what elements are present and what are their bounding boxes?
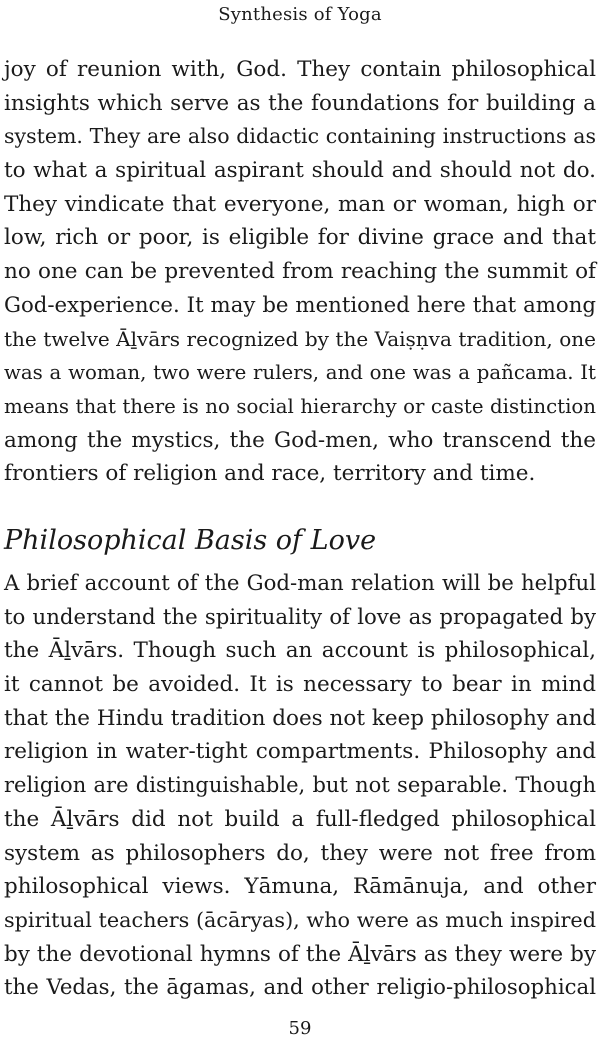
text-line: They vindicate that everyone, man or woman, high or bbox=[4, 191, 596, 217]
running-head: Synthesis of Yoga bbox=[218, 4, 382, 25]
text-line: the Vedas, the āgamas, and other religio-philosophical bbox=[4, 975, 596, 1001]
text-line: religion in water-tight compartments. Philosophy and bbox=[4, 739, 596, 765]
text-line: joy of reunion with, God. They contain philosophical bbox=[4, 57, 596, 82]
text-line: no one can be prevented from reaching the summit of bbox=[4, 259, 596, 285]
text-line: was a woman, two were rulers, and one was a pañcama. It bbox=[4, 361, 596, 385]
text-line: the Āḻvārs. Though such an account is philosophical, bbox=[4, 638, 596, 664]
text-line: the twelve Āḻvārs recognized by the Vaiṣṇva tradition, one bbox=[4, 326, 596, 351]
text-line: low, rich or poor, is eligible for divine grace and that bbox=[4, 225, 596, 251]
text-line: frontiers of religion and race, territory and time. bbox=[4, 461, 536, 487]
text-line: system as philosophers do, they were not free from bbox=[4, 840, 596, 866]
paragraph-1 bbox=[4, 53, 596, 491]
text-line: philosophical views. Yāmuna, Rāmānuja, and other bbox=[4, 874, 596, 900]
section-heading: Philosophical Basis of Love bbox=[4, 525, 377, 556]
text-line: by the devotional hymns of the Āḻvārs as they were by bbox=[4, 941, 596, 967]
text-line: it cannot be avoided. It is necessary to bear in mind bbox=[4, 672, 596, 698]
page-number: 59 bbox=[288, 1018, 312, 1039]
paragraph-2 bbox=[4, 567, 596, 1005]
text-line: A brief account of the God-man relation will be helpful bbox=[4, 571, 596, 596]
text-line: insights which serve as the foundations for building a bbox=[4, 90, 596, 116]
text-line: that the Hindu tradition does not keep philosophy and bbox=[4, 705, 597, 731]
text-line: spiritual teachers (ācāryas), who were as much inspired bbox=[4, 907, 596, 932]
text-line: to understand the spirituality of love as propagated by bbox=[4, 604, 596, 630]
text-line: God-experience. It may be mentioned here that among bbox=[4, 292, 596, 318]
text-line: means that there is no social hierarchy or caste distinction bbox=[4, 394, 596, 418]
text-line: religion are distinguishable, but not separable. Though bbox=[4, 773, 596, 798]
text-line: system. They are also didactic containing instructions as bbox=[4, 124, 596, 149]
text-line: the Āḻvārs did not build a full-fledged philosophical bbox=[4, 806, 596, 832]
text-line: among the mystics, the God-men, who transcend the bbox=[4, 427, 596, 453]
text-line: to what a spiritual aspirant should and should not do. bbox=[4, 158, 596, 184]
